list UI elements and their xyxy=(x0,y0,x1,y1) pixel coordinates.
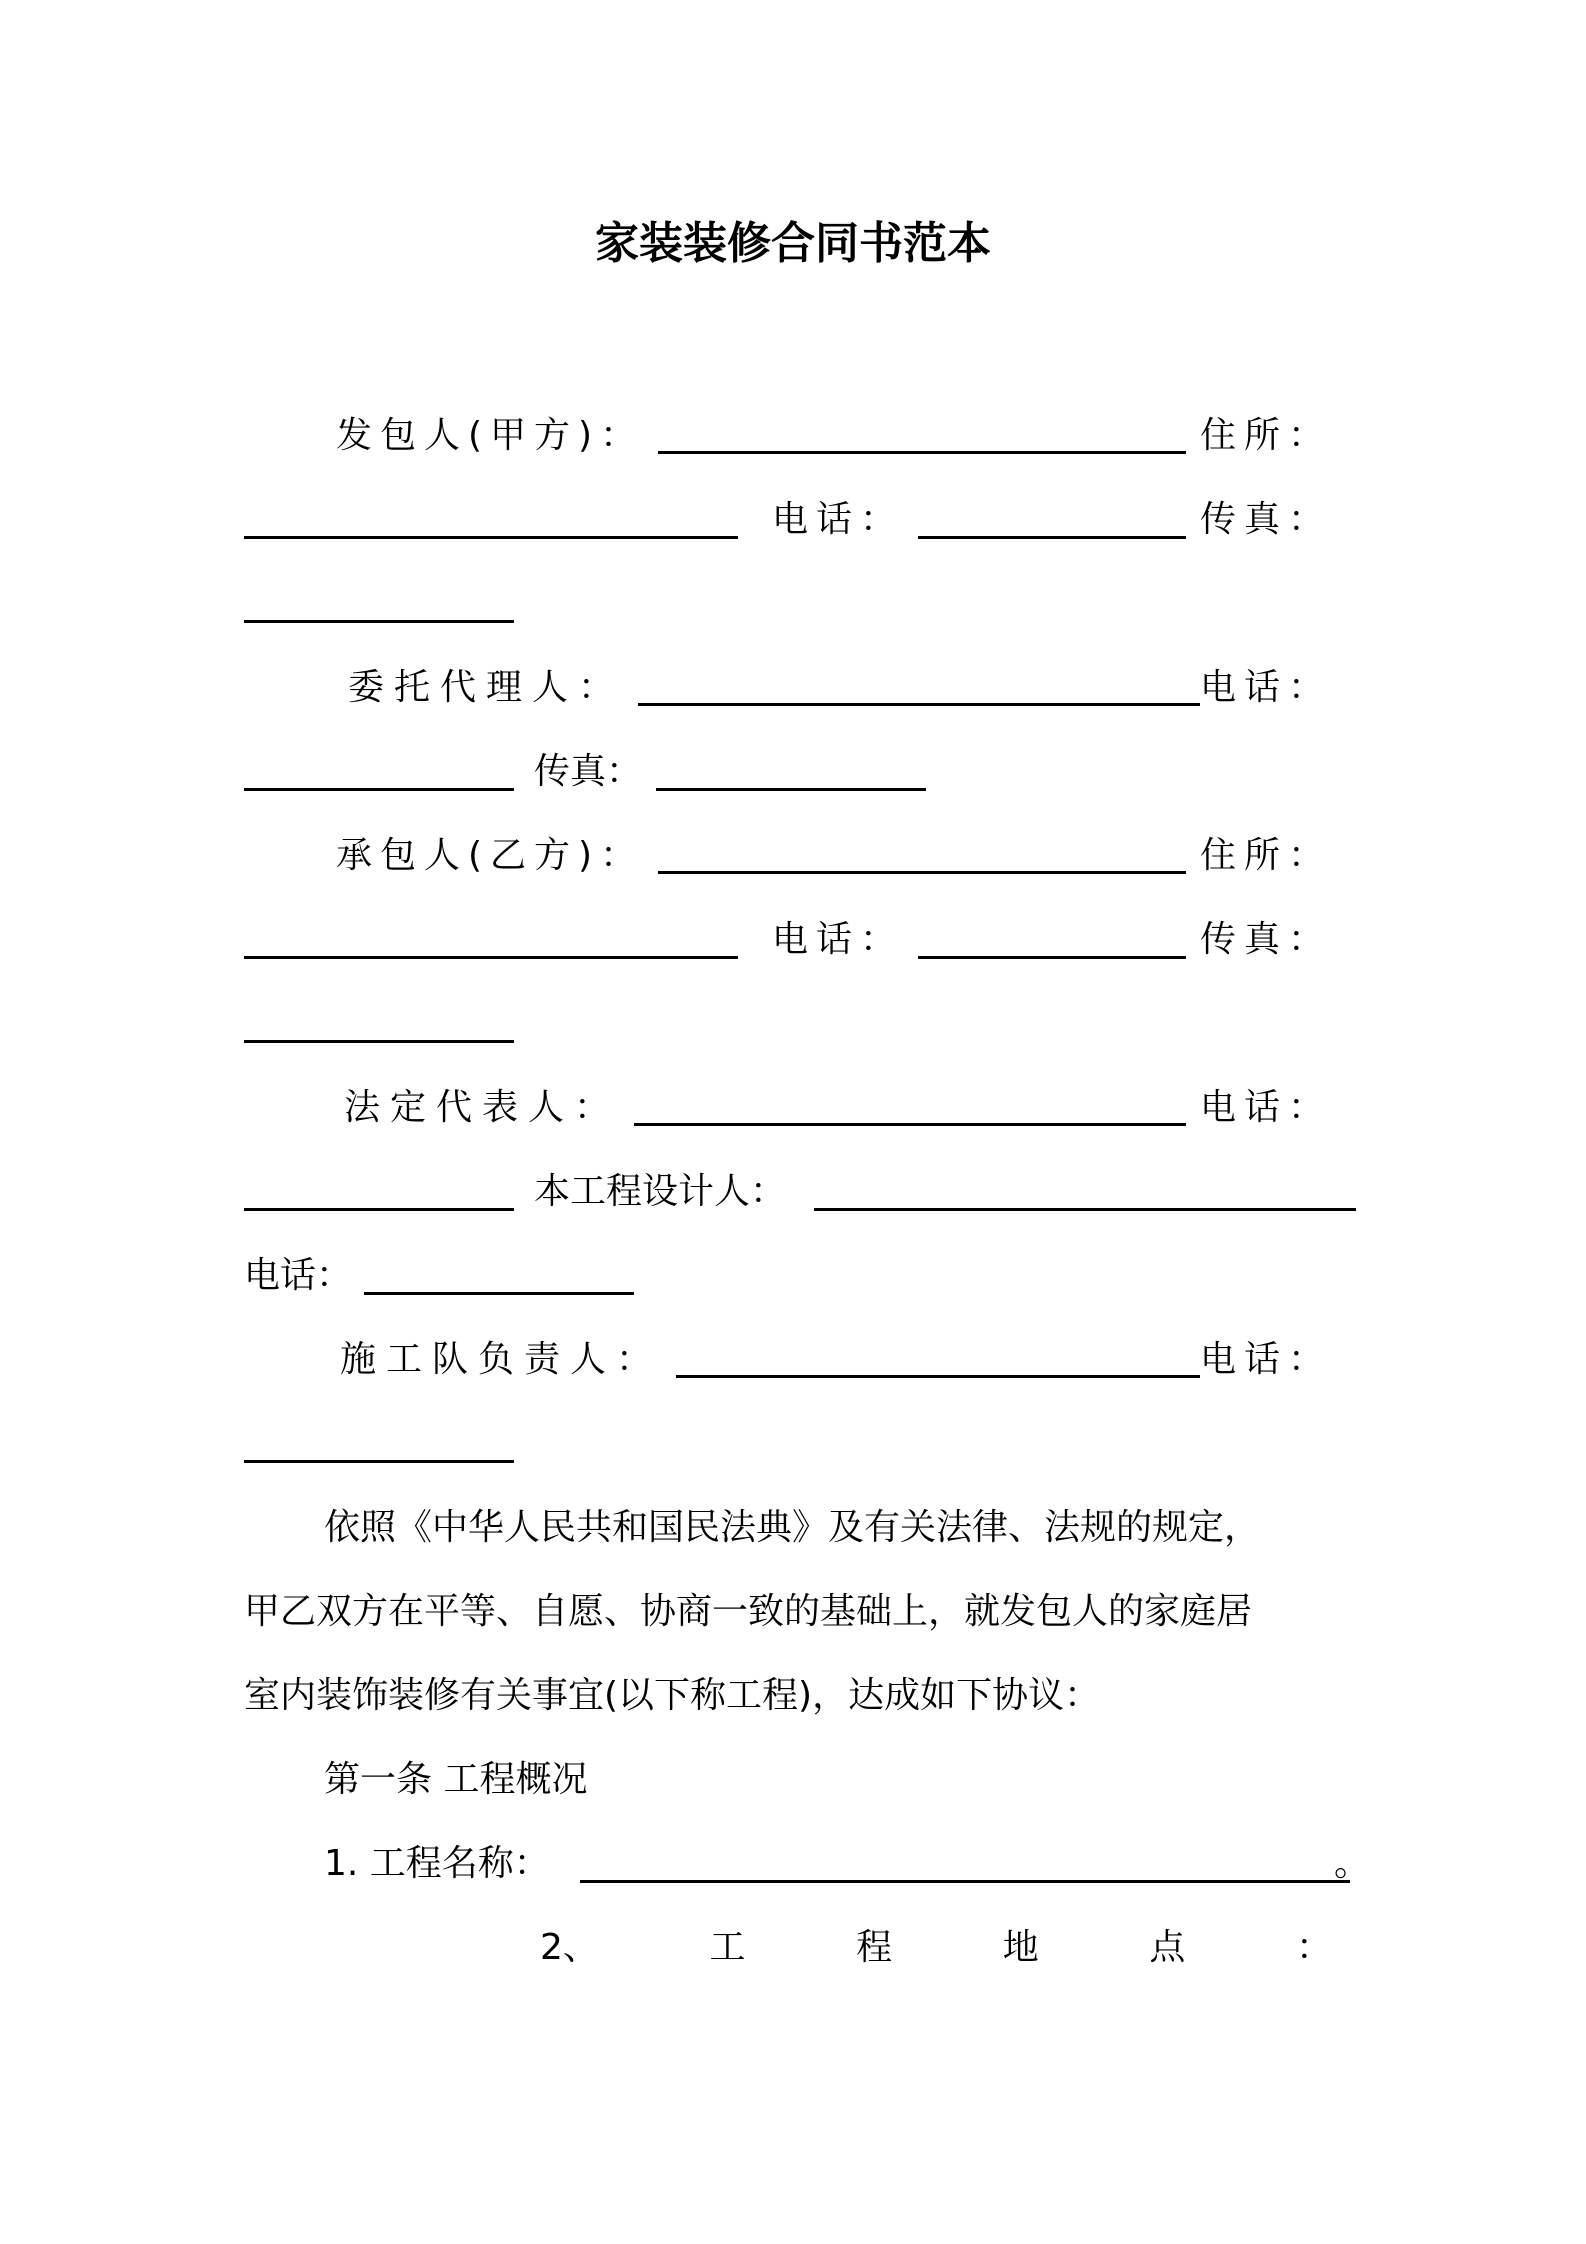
project-location-char-3: 地 xyxy=(1002,1927,1039,1968)
agent-name-field[interactable] xyxy=(638,663,1200,706)
agent-fax-label: 传真： xyxy=(534,751,643,792)
team-leader-phone-field[interactable] xyxy=(244,1420,514,1463)
party-b-line-1 xyxy=(336,826,1332,886)
party-a-line-1 xyxy=(336,406,1332,466)
article-1-item-1 xyxy=(324,1834,1371,1894)
project-location-number: 2、 xyxy=(540,1927,599,1968)
party-a-fax-label: 传真： xyxy=(1199,499,1332,540)
party-a-line-2 xyxy=(244,490,1332,550)
party-b-name-field[interactable] xyxy=(658,831,1186,874)
preamble-line-3: 室内装饰装修有关事宜(以下称工程)，达成如下协议： xyxy=(244,1675,1101,1716)
project-name-end-mark: 。 xyxy=(1334,1843,1371,1884)
designer-phone-line xyxy=(244,1246,664,1306)
designer-phone-field[interactable] xyxy=(364,1252,634,1295)
agent-line-1 xyxy=(348,658,1332,718)
party-a-phone-field[interactable] xyxy=(918,496,1186,539)
project-location-char-1: 工 xyxy=(709,1927,746,1968)
legal-rep-label: 法定代表人： xyxy=(344,1087,621,1128)
agent-label: 委托代理人： xyxy=(348,667,625,708)
party-a-address-label: 住所： xyxy=(1199,415,1332,456)
agent-phone-label: 电话： xyxy=(1199,667,1332,708)
legal-rep-line-2 xyxy=(244,1162,1356,1222)
team-leader-name-field[interactable] xyxy=(676,1335,1200,1378)
project-location-char-4: 点 xyxy=(1149,1927,1186,1968)
legal-rep-phone-label: 电话： xyxy=(1199,1087,1332,1128)
project-name-label: 1. 工程名称： xyxy=(324,1843,550,1884)
agent-phone-field[interactable] xyxy=(244,748,514,791)
team-leader-label: 施工队负责人： xyxy=(340,1339,663,1380)
team-leader-line-1 xyxy=(340,1330,1332,1390)
party-a-phone-label: 电话： xyxy=(772,499,905,540)
agent-line-2 xyxy=(244,742,944,802)
party-b-phone-field[interactable] xyxy=(918,916,1186,959)
team-leader-phone-label: 电话： xyxy=(1199,1339,1332,1380)
party-b-line-3 xyxy=(244,994,514,1054)
party-b-phone-label: 电话： xyxy=(772,919,905,960)
preamble-line-2: 甲乙双方在平等、自愿、协商一致的基础上，就发包人的家庭居 xyxy=(244,1591,1253,1632)
project-location-char-5: ： xyxy=(1295,1927,1332,1968)
party-b-fax-field[interactable] xyxy=(244,1000,514,1043)
party-a-label: 发包人(甲方)： xyxy=(336,415,645,456)
legal-rep-line-1 xyxy=(344,1078,1332,1138)
team-leader-line-2 xyxy=(244,1414,514,1474)
party-b-line-2 xyxy=(244,910,1332,970)
party-b-label: 承包人(乙方)： xyxy=(336,835,645,876)
article-1-heading: 第一条 工程概况 xyxy=(324,1759,588,1800)
project-location-char-2: 程 xyxy=(856,1927,893,1968)
article-1-item-2 xyxy=(540,1918,1332,1978)
designer-name-field[interactable] xyxy=(814,1168,1356,1211)
party-a-name-field[interactable] xyxy=(658,411,1186,454)
agent-fax-field[interactable] xyxy=(656,748,926,791)
legal-rep-phone-field[interactable] xyxy=(244,1168,514,1211)
party-b-fax-label: 传真： xyxy=(1199,919,1332,960)
legal-rep-name-field[interactable] xyxy=(634,1083,1186,1126)
designer-phone-label: 电话： xyxy=(244,1255,353,1296)
party-a-line-3 xyxy=(244,574,514,634)
party-a-fax-field[interactable] xyxy=(244,580,514,623)
project-name-field[interactable] xyxy=(580,1840,1350,1883)
designer-label: 本工程设计人： xyxy=(534,1171,787,1212)
party-a-address-field[interactable] xyxy=(244,496,738,539)
document-title: 家装装修合同书范本 xyxy=(595,218,991,269)
party-b-address-label: 住所： xyxy=(1199,835,1332,876)
party-b-address-field[interactable] xyxy=(244,916,738,959)
preamble-line-1: 依照《中华人民共和国民法典》及有关法律、法规的规定， xyxy=(324,1507,1261,1548)
